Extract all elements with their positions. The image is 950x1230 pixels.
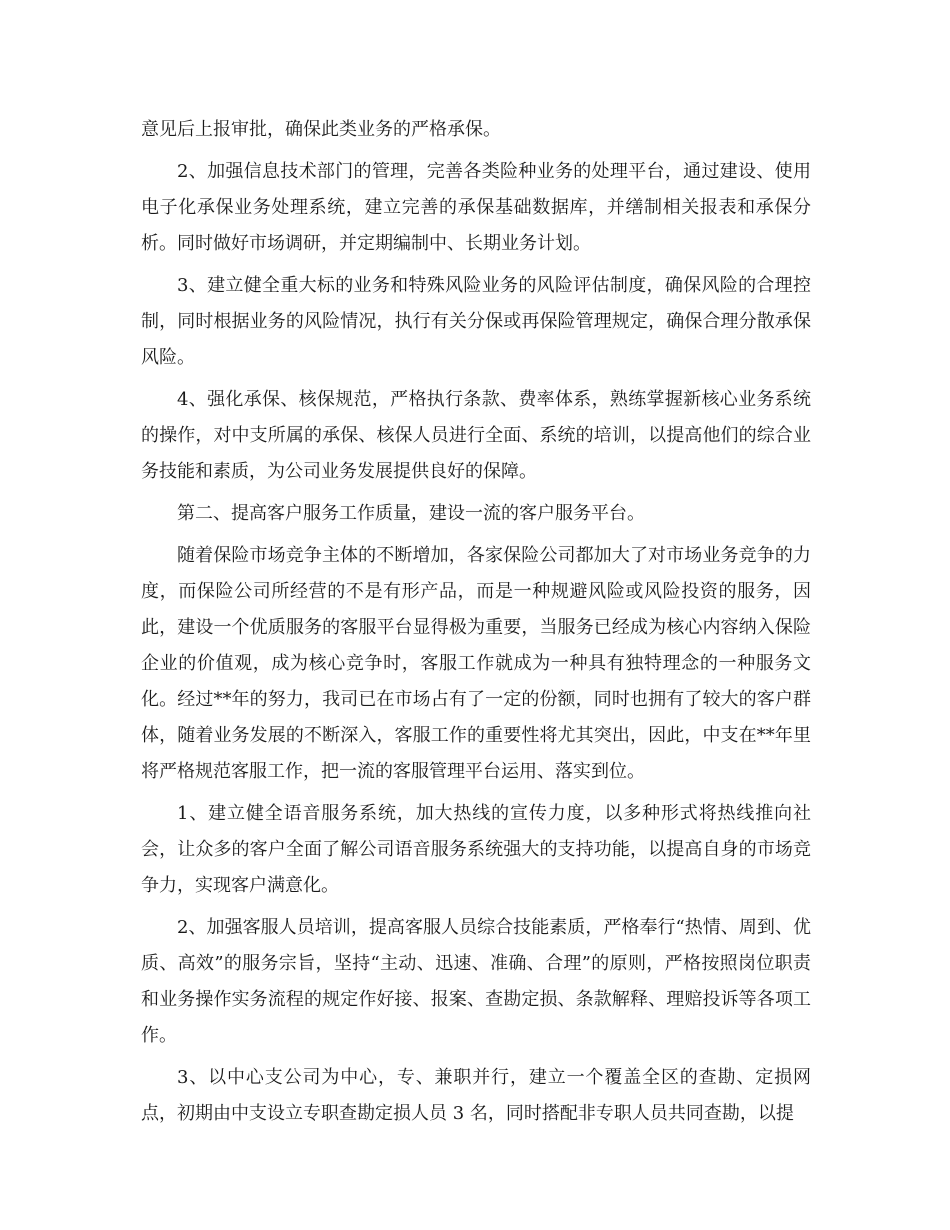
section-heading: 第二、提高客户服务工作质量，建设一流的客户服务平台。 (177, 503, 645, 524)
paragraph-item-3b: 3、以中心支公司为中心，专、兼职并行，建立一个覆盖全区的查勘、定损网点，初期由中支设立专职查勘定损人员 3 名，同时搭配非专职人员共同查勘，以提 (141, 1067, 811, 1124)
paragraph-item-2: 2、加强信息技术部门的管理，完善各类险种业务的处理平台，通过建设、使用电子化承保业务处理系统，建立完善的承保基础数据库，并缮制相关报表和承保分析。同时做好市场调研，并定期编制中、长期业务计划。 (141, 161, 811, 254)
paragraph-item-1: 1、建立健全语音服务系统，加大热线的宣传力度，以多种形式将热线推向社会，让众多的客户全面了解公司语音服务系统强大的支持功能，以提高自身的市场竞争力，实现客户满意化。 (141, 803, 811, 896)
paragraph-item-4: 4、强化承保、核保规范，严格执行条款、费率体系，熟练掌握新核心业务系统的操作，对中支所属的承保、核保人员进行全面、系统的培训，以提高他们的综合业务技能和素质，为公司业务发展提供良好的保障。 (141, 389, 811, 482)
paragraph-intro: 随着保险市场竞争主体的不断增加，各家保险公司都加大了对市场业务竞争的力度，而保险公司所经营的不是有形产品，而是一种规避风险或风险投资的服务，因此，建设一个优质服务的客服平台显得极为重要，当服务已经成为核心内容纳入保险企业的价值观，成为核心竞争时，客服工作就成为一种具有独特理念的一种服务文化。经过**年的努力，我司已在市场占有了一定的份额，同时也拥有了较大的客户群体，随着业务发展的不断深入，客服工作的重要性将尤其突出，因此，中支在**年里将严格规范客服工作，把一流的客服管理平台运用、落实到位。 (141, 545, 811, 782)
paragraph-item-3: 3、建立健全重大标的业务和特殊风险业务的风险评估制度，确保风险的合理控制，同时根据业务的风险情况，执行有关分保或再保险管理规定，确保合理分散承保风险。 (141, 275, 811, 368)
paragraph-item-2b: 2、加强客服人员培训，提高客服人员综合技能素质，严格奉行“热情、周到、优质、高效”的服务宗旨，坚持“主动、迅速、准确、合理”的原则，严格按照岗位职责和业务操作实务流程的规定作好接、报案、查勘定损、条款解释、理赔投诉等各项工作。 (141, 917, 811, 1046)
paragraph-continuation: 意见后上报审批，确保此类业务的严格承保。 (141, 119, 501, 140)
document-body (141, 112, 811, 1132)
